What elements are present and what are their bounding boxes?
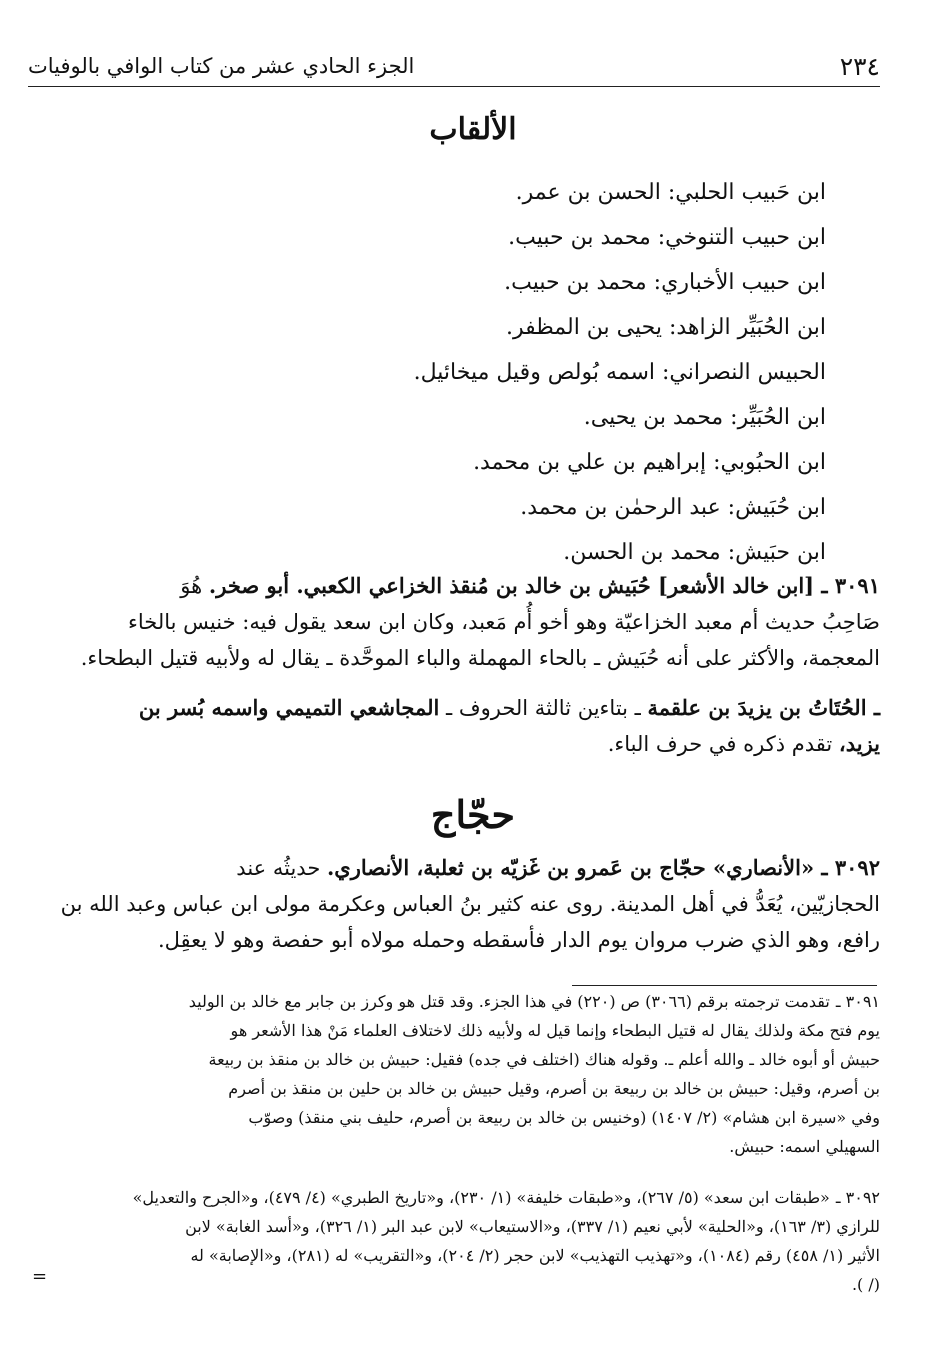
hantat-nisba: المجاشعي التميمي واسمه بُسر بن xyxy=(138,695,440,720)
list-item: الحبيس النصراني: اسمه بُولص وقيل ميخائيل. xyxy=(413,360,826,385)
hantat-note: ـ بتاءين ثالثة الحروف ـ xyxy=(446,696,641,720)
footnote-line: الأثير (١/ ٤٥٨) رقم (١٠٨٤)، و«تهذيب التهذيب» لابن حجر (٢/ ٢٠٤)، و«التقريب» له (٢٨١)، و«الإصابة» له xyxy=(190,1246,880,1265)
footnote-line: وفي «سيرة ابن هشام» (٢/ ١٤٠٧) (وخنيس بن خالد بن ربيعة بن أصرم، حليف بني منقذ) وصوّب xyxy=(248,1108,880,1127)
footnote-line: (/ ). xyxy=(851,1275,880,1294)
footnote-number: ٣٠٩٢ ـ xyxy=(835,1188,880,1207)
footnote-line: بن أصرم، وقيل: حبيش بن خالد بن ربيعة بن أصرم، وقيل حبيش بن خالد بن حلين بن منقذ بن أصرم xyxy=(228,1079,880,1098)
entry-hantat xyxy=(45,690,880,762)
footnote-line: حبيش أو أبوه خالد ـ والله أعلم ـ. وقوله هناك (اختلف في جده) فقيل: حبيش بن خالد بن منقذ بن ربيعة xyxy=(208,1050,880,1069)
entry-3091-line3: المعجمة، والأكثر على أنه حُبَيش ـ بالحاء المهملة والباء الموحَّدة ـ يقال له ولأبيه قتيل البطحاء. xyxy=(80,646,880,670)
footnote-line: للرازي (٣/ ١٦٣)، و«الحلية» لأبي نعيم (١/ ٣٣٧)، و«الاستيعاب» لابن عبد البر (١/ ٣٢٦)، و«أسد الغابة» لابن xyxy=(185,1217,880,1236)
list-item: ابن حُبَيش: عبد الرحمٰن بن محمد. xyxy=(520,495,826,520)
hantat-nisba-end: يزيد، xyxy=(838,731,880,756)
entry-3092-line3: رافع، وهو الذي ضرب مروان يوم الدار فأسقطه وحمله مولاه أبو حفصة وهو لا يعقِل. xyxy=(157,928,880,952)
list-item: ابن الحُبَيِّر: محمد بن يحيى. xyxy=(583,405,826,430)
list-item: ابن حبيب التنوخي: محمد بن حبيب. xyxy=(508,225,826,250)
entry-3092-line2: الحجازيّين، يُعَدُّ في أهل المدينة. روى عنه كثير بنُ العباس وعكرمة مولى ابن عباس وعبد الله بن xyxy=(60,892,880,916)
footnote-divider xyxy=(572,985,877,986)
list-item: ابن حَبيب الحلبي: الحسن بن عمر. xyxy=(515,180,826,205)
entry-3092-heading-end: حديثُه عند xyxy=(236,856,321,880)
running-title: الجزء الحادي عشر من كتاب الوافي بالوفيات xyxy=(28,54,415,78)
section-title-hajjaj: حجّاج xyxy=(430,792,516,837)
hantat-name: ـ الحُتَاتُ بن يزيدَ بن علقمة xyxy=(647,695,880,720)
footnote-line: «طبقات ابن سعد» (٥/ ٢٦٧)، و«طبقات خليفة» (١/ ٢٣٠)، و«تاريخ الطبري» (٤/ ٤٧٩)، و«الجرح والتعديل» xyxy=(132,1188,830,1207)
running-header xyxy=(28,46,880,87)
footnote-line: يوم فتح مكة ولذلك يقال له قتيل البطحاء وإنما قيل له ولأبيه ذلك لاختلاف العلماء مَنْ هذا الأشعر هو xyxy=(230,1021,880,1040)
page-number: ٢٣٤ xyxy=(839,51,880,81)
entry-3091 xyxy=(45,568,880,676)
alqab-list xyxy=(414,170,826,575)
footnote-number: ٣٠٩١ ـ xyxy=(835,992,880,1011)
footnote-3092 xyxy=(45,1183,880,1299)
footnote-line: تقدمت ترجمته برقم (٣٠٦٦) ص (٢٢٠) في هذا الجزء. وقد قتل هو وكرز بن جابر مع خالد بن الوليد xyxy=(188,992,830,1011)
entry-3091-line1-end: هُوَ xyxy=(180,574,203,598)
entry-3092-heading: ٣٠٩٢ ـ «الأنصاري» حجّاج بن عَمرو بن غَزيّه بن ثعلبة، الأنصاري. xyxy=(327,855,880,880)
footnote-line: السهيلي اسمه: حبيش. xyxy=(729,1137,880,1156)
footnote-3091 xyxy=(45,987,880,1161)
section-title-alqab: الألقاب xyxy=(429,112,517,147)
margin-mark: = xyxy=(32,1266,48,1287)
list-item: ابن حبيب الأخباري: محمد بن حبيب. xyxy=(504,270,826,295)
entry-3091-heading: ٣٠٩١ ـ [ابن خالد الأشعر] حُبَيش بن خالد بن مُنقذ الخزاعي الكعبي. أبو صخر. xyxy=(208,573,880,598)
list-item: ابن الحبُوبي: إبراهيم بن علي بن محمد. xyxy=(473,450,826,475)
list-item: ابن حبَيش: محمد بن الحسن. xyxy=(563,540,826,565)
entry-3091-line2: صَاحِبُ حديث أم معبد الخزاعيّة وهو أخو أُم مَعبد، وكان ابن سعد يقول فيه: خنيس بالخاء xyxy=(128,610,880,634)
list-item: ابن الحُبَيِّر الزاهد: يحيى بن المظفر. xyxy=(505,315,826,340)
hantat-rest: تقدم ذكره في حرف الباء. xyxy=(607,732,833,756)
entry-3092 xyxy=(45,850,880,958)
